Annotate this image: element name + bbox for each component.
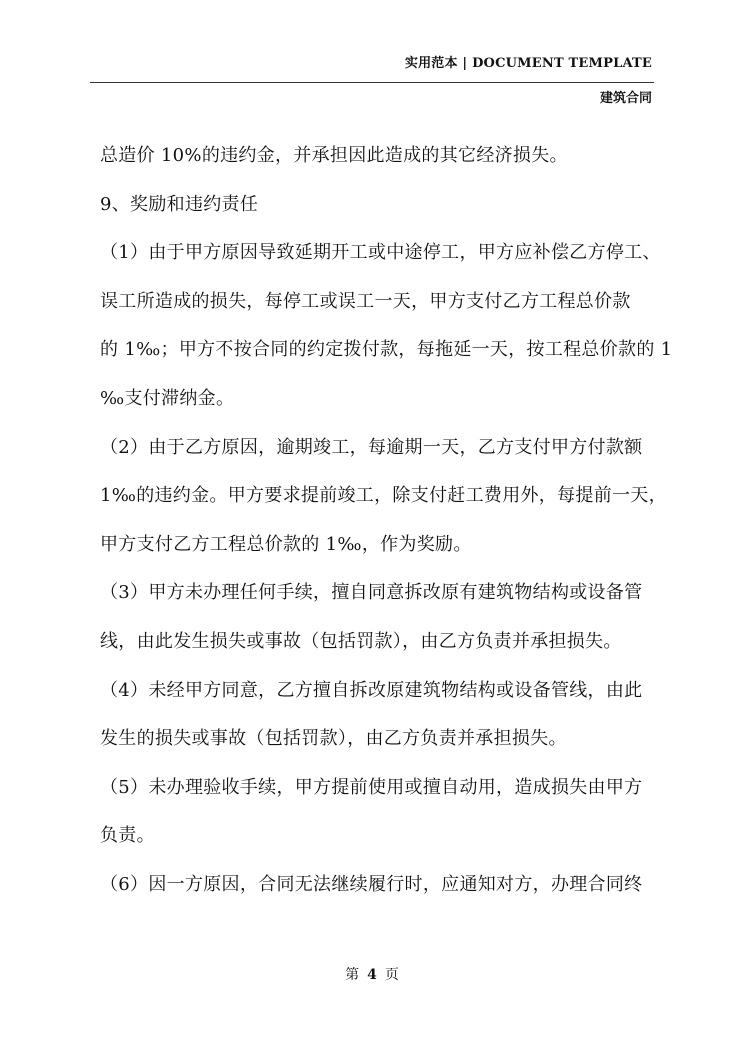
- body-line: （1）由于甲方原因导致延期开工或中途停工，甲方应补偿乙方停工、: [100, 242, 661, 264]
- body-line: 的 1‰；甲方不按合同的约定拨付款，每拖延一天，按工程总价款的 1: [100, 339, 673, 361]
- body-line: （2）由于乙方原因，逾期竣工，每逾期一天，乙方支付甲方付款额: [100, 436, 643, 458]
- page-prefix: 第: [345, 967, 360, 983]
- body-line: ‰支付滞纳金。: [100, 387, 235, 409]
- body-line: 负责。: [100, 825, 155, 847]
- header-title: 实用范本 | DOCUMENT TEMPLATE: [404, 56, 652, 71]
- page-number: 4: [367, 967, 377, 983]
- body-line: 甲方支付乙方工程总价款的 1‰，作为奖励。: [100, 533, 472, 555]
- page-suffix: 页: [384, 967, 399, 983]
- header-divider: [90, 82, 654, 83]
- header-subtitle: 建筑合同: [599, 91, 652, 106]
- body-line: （5）未办理验收手续，甲方提前使用或擅自动用，造成损失由甲方: [100, 776, 643, 798]
- body-line: （6）因一方原因，合同无法继续履行时，应通知对方，办理合同终: [100, 873, 643, 895]
- body-line: 误工所造成的损失，每停工或误工一天，甲方支付乙方工程总价款: [100, 290, 631, 312]
- document-body: [100, 132, 673, 910]
- page-footer: [0, 964, 744, 984]
- body-line: （3）甲方未办理任何手续，擅自同意拆改原有建筑物结构或设备管: [100, 582, 643, 604]
- body-line: 线，由此发生损失或事故（包括罚款），由乙方负责并承担损失。: [100, 630, 622, 652]
- body-line: 1‰的违约金。甲方要求提前竣工，除支付赶工费用外，每提前一天，: [100, 485, 667, 507]
- body-line: （4）未经甲方同意，乙方擅自拆改原建筑物结构或设备管线，由此: [100, 679, 643, 701]
- section-heading: 9、奖励和违约责任: [100, 193, 259, 215]
- body-line: 发生的损失或事故（包括罚款），由乙方负责并承担损失。: [100, 728, 567, 750]
- body-line: 总造价 10%的违约金，并承担因此造成的其它经济损失。: [100, 145, 568, 166]
